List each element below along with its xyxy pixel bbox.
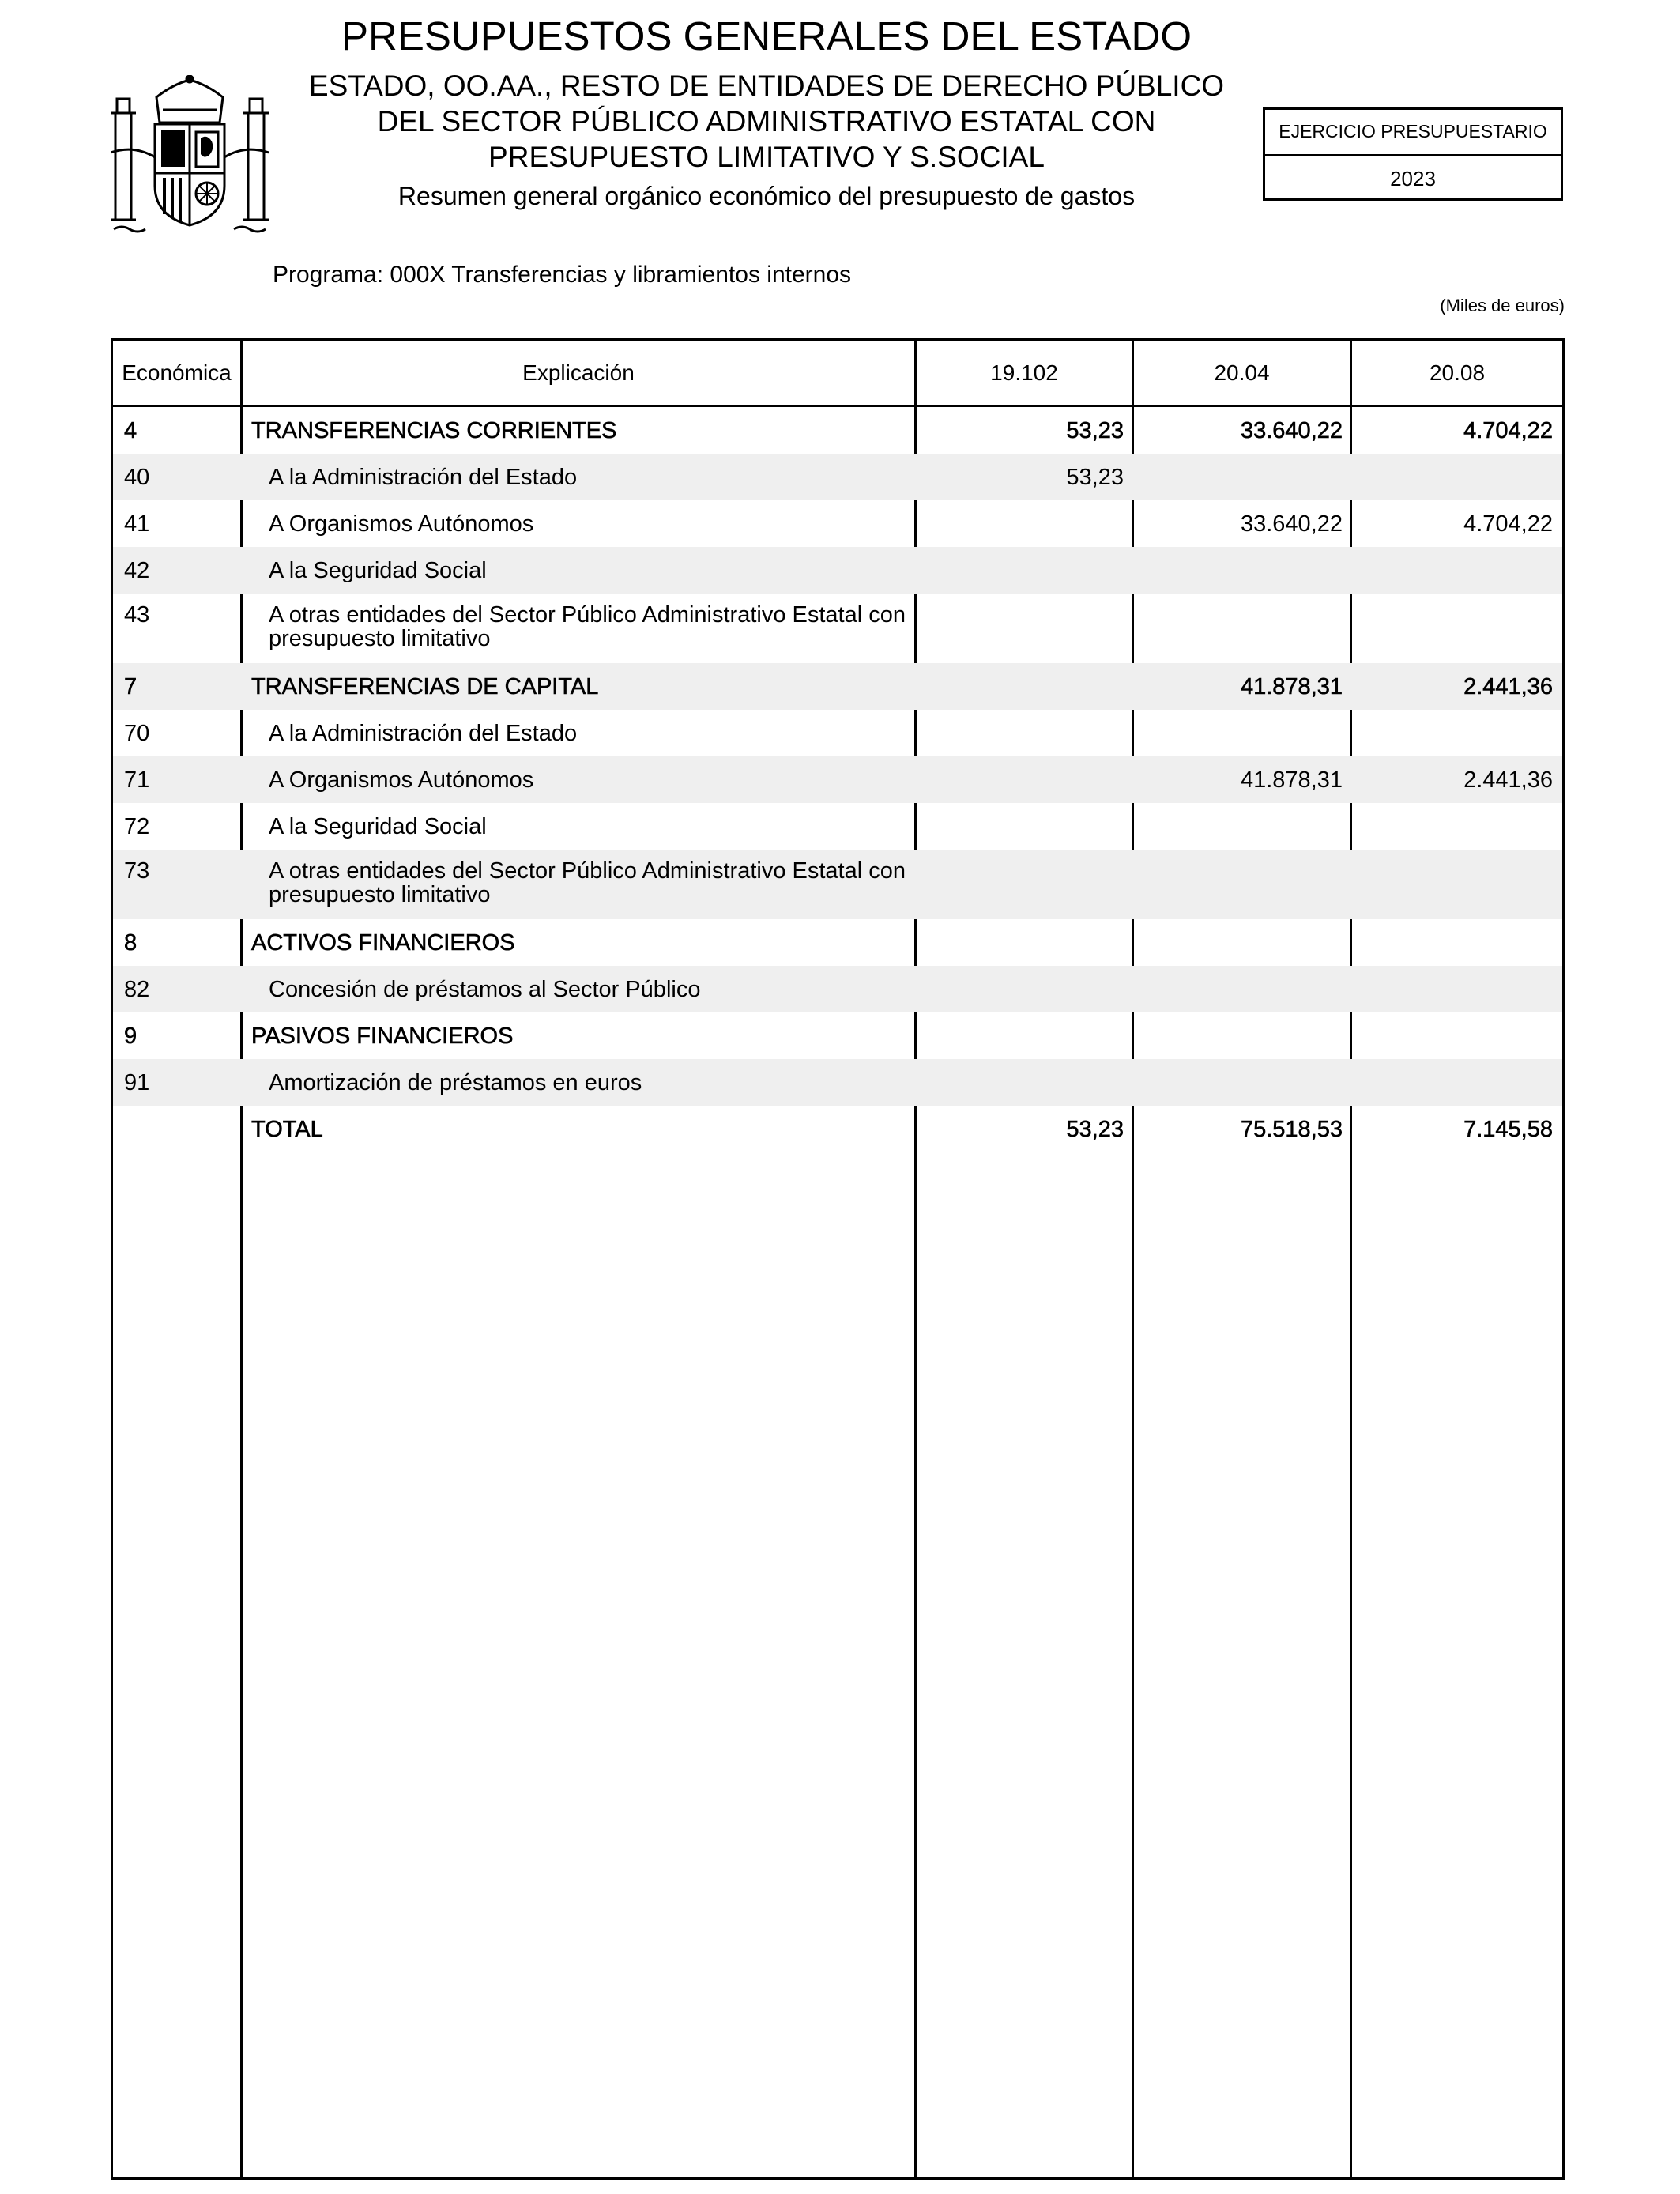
explicacion-cell: A otras entidades del Sector Público Administrativo Estatal con presupuesto limitativo [269, 858, 906, 907]
economica-cell: 40 [124, 465, 150, 490]
page-title: PRESUPUESTOS GENERALES DEL ESTADO [341, 13, 1192, 58]
explicacion-cell: A Organismos Autónomos [269, 767, 534, 793]
explicacion-cell: A la Administración del Estado [269, 465, 578, 490]
amount-20-04-cell: 41.878,31 [1240, 674, 1343, 699]
table-row [113, 850, 1562, 919]
amount-20-08-cell: 2.441,36 [1463, 674, 1553, 699]
economica-cell: 72 [124, 814, 150, 839]
explicacion-cell: Concesión de préstamos al Sector Público [269, 977, 701, 1002]
column-header-explicacion: Explicación [522, 360, 635, 385]
table-row [113, 710, 1562, 756]
table-row [113, 500, 1562, 547]
amount-20-08-cell: 4.704,22 [1463, 418, 1553, 443]
table-row [113, 803, 1562, 850]
column-header-19-102: 19.102 [990, 360, 1058, 385]
explicacion-cell: A la Seguridad Social [269, 814, 487, 839]
economica-cell: 9 [124, 1023, 137, 1049]
explicacion-cell: A Organismos Autónomos [269, 511, 534, 537]
amount-20-04-cell: 33.640,22 [1240, 511, 1343, 537]
table-row [113, 1012, 1562, 1059]
ejercicio-label: EJERCICIO PRESUPUESTARIO [1265, 110, 1561, 156]
subtitle-line: DEL SECTOR PÚBLICO ADMINISTRATIVO ESTATAL CON [377, 105, 1156, 138]
explicacion-cell: PASIVOS FINANCIEROS [251, 1023, 514, 1049]
total-row [113, 1106, 1562, 1152]
economica-cell: 82 [124, 977, 150, 1002]
ejercicio-value: 2023 [1390, 167, 1436, 190]
table-row [113, 756, 1562, 803]
programa-label: Programa: 000X Transferencias y libramientos internos [273, 262, 852, 288]
amount-20-08-cell: 4.704,22 [1463, 511, 1553, 537]
table-row [113, 663, 1562, 710]
page-subtitle [281, 68, 1252, 175]
table-row [113, 1059, 1562, 1106]
column-header-economica: Económica [122, 360, 232, 385]
economica-cell: 71 [124, 767, 150, 793]
explicacion-cell: A la Seguridad Social [269, 558, 487, 583]
explicacion-cell: ACTIVOS FINANCIEROS [251, 930, 515, 956]
explicacion-cell: A la Administración del Estado [269, 721, 578, 746]
amount-20-08-cell: 2.441,36 [1463, 767, 1553, 793]
ejercicio-box [1263, 107, 1563, 201]
economica-cell: 41 [124, 511, 150, 537]
column-header-20-04: 20.04 [1214, 360, 1270, 385]
explicacion-cell: TOTAL [251, 1117, 323, 1142]
table-row [113, 547, 1562, 594]
explicacion-cell: A otras entidades del Sector Público Administrativo Estatal con presupuesto limitativo [269, 602, 906, 651]
explicacion-cell: Amortización de préstamos en euros [269, 1070, 642, 1095]
amount-19-102-cell: 53,23 [1066, 1117, 1124, 1142]
column-header-20-08: 20.08 [1429, 360, 1486, 385]
amount-20-04-cell: 75.518,53 [1240, 1117, 1343, 1142]
amount-19-102-cell: 53,23 [1066, 465, 1124, 490]
explicacion-cell: TRANSFERENCIAS CORRIENTES [251, 418, 617, 443]
table-body [113, 407, 1562, 1152]
amount-20-04-cell: 41.878,31 [1240, 767, 1343, 793]
economica-cell: 8 [124, 930, 137, 956]
table-row [113, 594, 1562, 663]
table-row [113, 454, 1562, 500]
economica-cell: 43 [124, 602, 150, 628]
units-label: (Miles de euros) [1440, 296, 1565, 315]
resumen-heading: Resumen general orgánico económico del presupuesto de gastos [397, 182, 1136, 210]
economica-cell: 7 [124, 674, 137, 699]
economica-cell: 70 [124, 721, 150, 746]
amount-19-102-cell: 53,23 [1066, 418, 1124, 443]
table-row [113, 407, 1562, 454]
economica-cell: 91 [124, 1070, 150, 1095]
economica-cell: 42 [124, 558, 150, 583]
economica-cell: 73 [124, 858, 150, 884]
amount-20-08-cell: 7.145,58 [1463, 1117, 1553, 1142]
table-row [113, 966, 1562, 1012]
economica-cell: 4 [124, 418, 137, 443]
amount-20-04-cell: 33.640,22 [1240, 418, 1343, 443]
spain-coat-of-arms-icon [111, 75, 269, 237]
table-row [113, 919, 1562, 966]
subtitle-line: ESTADO, OO.AA., RESTO DE ENTIDADES DE DERECHO PÚBLICO [308, 70, 1225, 102]
explicacion-cell: TRANSFERENCIAS DE CAPITAL [251, 674, 599, 699]
subtitle-line: PRESUPUESTO LIMITATIVO Y S.SOCIAL [488, 141, 1045, 173]
